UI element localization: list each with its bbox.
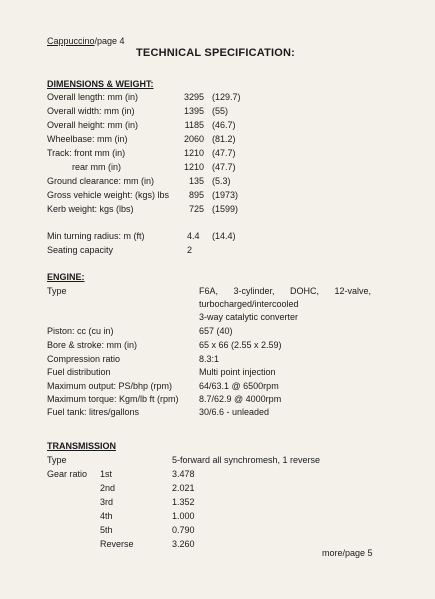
dim-imperial: (47.7) xyxy=(212,148,236,158)
gear-ratio: 1.000 xyxy=(172,511,195,521)
seating-value: 2 xyxy=(187,245,193,255)
dim-label: Kerb weight: kgs (lbs) xyxy=(47,204,134,214)
engine-type-word: F6A, xyxy=(199,286,219,296)
dim-label: Track: front mm (in) xyxy=(47,148,126,158)
engine-type-line1 xyxy=(199,286,371,296)
engine-type-word: 3-cylinder, xyxy=(233,286,275,296)
engine-value: 8.3:1 xyxy=(199,354,220,364)
gear-ratio: 3.478 xyxy=(172,469,195,479)
gear-name: Reverse xyxy=(100,539,134,549)
dim-label: rear mm (in) xyxy=(72,162,121,172)
dim-label: Ground clearance: mm (in) xyxy=(47,176,155,186)
dim-label: Gross vehicle weight: (kgs) lbs xyxy=(47,190,170,200)
transmission-type-label: Type xyxy=(47,455,67,465)
dim-value: 1185 xyxy=(184,120,204,130)
engine-value: 30/6.6 - unleaded xyxy=(199,407,270,417)
dim-value: 135 xyxy=(188,176,204,186)
engine-label: Maximum torque: Kgm/lb ft (rpm) xyxy=(47,394,179,404)
turning-value: 4.4 xyxy=(187,231,200,241)
dim-value: 1395 xyxy=(183,106,204,116)
gear-name: 2nd xyxy=(100,483,116,493)
engine-type-word: 12-valve, xyxy=(334,286,371,296)
gear-ratio: 1.352 xyxy=(172,497,195,507)
gear-ratio: 3.260 xyxy=(172,539,195,549)
engine-label: Maximum output: PS/bhp (rpm) xyxy=(47,381,173,391)
page-header xyxy=(47,36,125,46)
engine-heading: ENGINE: xyxy=(47,272,85,282)
turning-imperial: (14.4) xyxy=(212,231,236,241)
dim-value: 725 xyxy=(188,204,204,214)
gear-name: 4th xyxy=(100,511,113,521)
dim-imperial: (1599) xyxy=(212,204,239,214)
dim-value: 1210 xyxy=(183,148,204,158)
dim-label: Wheelbase: mm (in) xyxy=(47,134,128,144)
gear-ratio-label: Gear ratio xyxy=(47,469,88,479)
engine-type-label: Type xyxy=(47,286,67,296)
dim-imperial: (129.7) xyxy=(212,92,241,102)
engine-label: Bore & stroke: mm (in) xyxy=(47,340,138,350)
dim-value: 3295 xyxy=(183,92,204,102)
header-doc-name: Cappuccino xyxy=(47,36,95,46)
engine-label: Fuel distribution xyxy=(47,367,111,377)
dim-imperial: (55) xyxy=(212,106,229,116)
transmission-type-value: 5-forward all synchromesh, 1 reverse xyxy=(172,455,321,465)
header-page-number: /page 4 xyxy=(94,36,125,46)
turning-label: Min turning radius: m (ft) xyxy=(47,231,145,241)
dim-label: Overall length: mm (in) xyxy=(47,92,139,102)
gear-name: 1st xyxy=(100,469,113,479)
engine-type-line3: 3-way catalytic converter xyxy=(199,312,299,322)
dim-imperial: (47.7) xyxy=(212,162,236,172)
engine-label: Fuel tank: litres/gallons xyxy=(47,407,140,417)
dim-imperial: (1973) xyxy=(212,190,239,200)
gear-ratio: 2.021 xyxy=(172,483,195,493)
engine-value: Multi point injection xyxy=(199,367,276,377)
engine-type-word: DOHC, xyxy=(289,286,319,296)
gear-name: 5th xyxy=(100,525,113,535)
dim-label: Overall height: mm (in) xyxy=(47,120,139,130)
dim-imperial: (81.2) xyxy=(212,134,236,144)
engine-value: 65 x 66 (2.55 x 2.59) xyxy=(199,340,282,350)
dim-imperial: (5.3) xyxy=(212,176,231,186)
engine-value: 657 (40) xyxy=(199,326,233,336)
dimensions-heading: DIMENSIONS & WEIGHT: xyxy=(47,79,154,89)
dim-label: Overall width: mm (in) xyxy=(47,106,135,116)
page-footer: more/page 5 xyxy=(322,548,373,558)
page-title: TECHNICAL SPECIFICATION: xyxy=(136,47,296,59)
transmission-heading: TRANSMISSION xyxy=(47,441,117,451)
engine-label: Piston: cc (cu in) xyxy=(47,326,114,336)
engine-type-line2: turbocharged/intercooled xyxy=(199,299,299,309)
gear-name: 3rd xyxy=(100,497,114,507)
dim-imperial: (46.7) xyxy=(212,120,236,130)
seating-label: Seating capacity xyxy=(47,245,114,255)
dim-value: 1210 xyxy=(183,162,204,172)
dim-value: 2060 xyxy=(183,134,204,144)
dim-value: 895 xyxy=(188,190,204,200)
gear-ratio: 0.790 xyxy=(172,525,195,535)
engine-label: Compression ratio xyxy=(47,354,121,364)
engine-value: 8.7/62.9 @ 4000rpm xyxy=(199,394,282,404)
engine-value: 64/63.1 @ 6500rpm xyxy=(199,381,279,391)
